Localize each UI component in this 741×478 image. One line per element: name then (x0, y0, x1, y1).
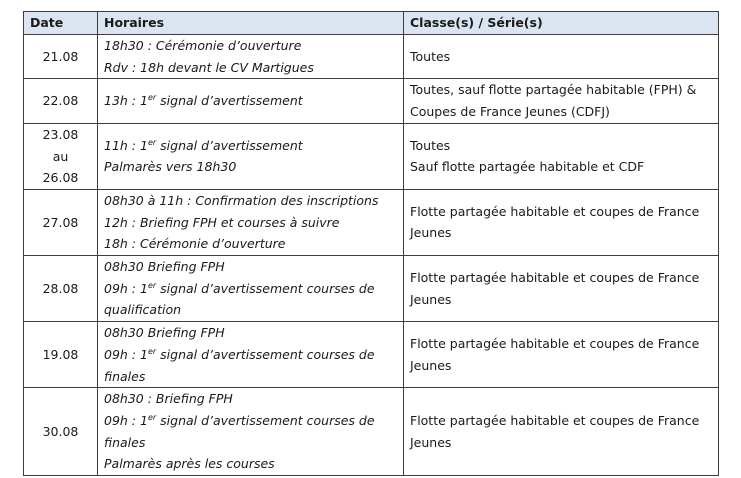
horaire-text: signal d’avertissement courses de (156, 280, 375, 296)
date-text: 27.08 (42, 214, 79, 230)
date-cell (24, 388, 98, 476)
horaire-line (104, 278, 397, 300)
date-text: 28.08 (42, 280, 79, 296)
table-row (24, 322, 719, 388)
header-classes: Classe(s) / Série(s) (404, 12, 719, 35)
horaires-cell (98, 35, 404, 79)
horaires-cell (98, 388, 404, 476)
ordinal-suffix: er (147, 93, 157, 103)
ordinal-suffix: er (147, 137, 157, 147)
horaire-line (104, 432, 397, 454)
horaire-text: finales (104, 368, 146, 384)
horaire-text: 13h : 1 (104, 93, 148, 109)
table-row (24, 123, 719, 189)
date-text: 30.08 (42, 423, 79, 439)
horaire-line (104, 135, 397, 157)
classes-text: Jeunes (410, 357, 452, 373)
date-text: 19.08 (42, 346, 79, 362)
horaire-line (104, 190, 397, 212)
horaire-text: 09h : 1 (104, 346, 148, 362)
horaire-line (104, 388, 397, 410)
table-row (24, 35, 719, 79)
horaire-text: Palmarès vers 18h30 (104, 159, 237, 175)
date-cell (24, 322, 98, 388)
date-cell (24, 123, 98, 189)
header-horaires: Horaires (98, 12, 404, 35)
horaire-text: signal d’avertissement (156, 93, 303, 109)
date-cell (24, 256, 98, 322)
horaire-text: 09h : 1 (104, 412, 148, 428)
classes-cell (404, 322, 719, 388)
ordinal-suffix: er (147, 280, 157, 290)
horaires-cell (98, 322, 404, 388)
horaire-text: signal d’avertissement courses de (156, 412, 375, 428)
classes-text: Jeunes (410, 291, 452, 307)
horaire-line (104, 299, 397, 321)
horaire-line (104, 366, 397, 388)
horaire-line (104, 212, 397, 234)
horaires-cell (98, 256, 404, 322)
horaire-line (104, 233, 397, 255)
horaire-line (104, 90, 397, 112)
classes-text: Jeunes (410, 225, 452, 241)
date-cell (24, 79, 98, 123)
classes-text: Sauf flotte partagée habitable et CDF (410, 159, 645, 175)
table-row (24, 256, 719, 322)
classes-text: Jeunes (410, 434, 452, 450)
ordinal-suffix: er (147, 346, 157, 356)
classes-cell (404, 35, 719, 79)
date-text: au (52, 148, 69, 164)
horaires-cell (98, 189, 404, 255)
horaire-text: 08h30 à 11h : Confirmation des inscriptions (104, 192, 379, 208)
horaire-line (104, 156, 397, 178)
classes-text: Toutes (410, 137, 451, 153)
horaire-text: signal d’avertissement (156, 137, 303, 153)
horaire-line (104, 453, 397, 475)
classes-cell (404, 189, 719, 255)
horaire-text: Palmarès après les courses (104, 456, 275, 472)
horaire-text: finales (104, 434, 146, 450)
horaire-line (104, 57, 397, 79)
horaire-text: qualification (104, 302, 182, 318)
horaire-line (104, 35, 397, 57)
classes-text: Toutes, sauf flotte partagée habitable (FPH) & (410, 82, 697, 98)
horaire-text: 11h : 1 (104, 137, 148, 153)
date-text: 21.08 (42, 48, 79, 64)
horaires-cell (98, 79, 404, 123)
classes-text: Flotte partagée habitable et coupes de France (410, 412, 700, 428)
horaire-text: 09h : 1 (104, 280, 148, 296)
table-row (24, 189, 719, 255)
date-text: 22.08 (42, 93, 79, 109)
horaire-line (104, 322, 397, 344)
table-row (24, 79, 719, 123)
horaire-text: 08h30 Briefing FPH (104, 259, 225, 275)
schedule-body (24, 35, 719, 476)
date-cell (24, 35, 98, 79)
date-cell (24, 189, 98, 255)
date-text: 26.08 (42, 170, 79, 186)
horaires-cell (98, 123, 404, 189)
classes-cell (404, 256, 719, 322)
classes-cell (404, 388, 719, 476)
date-text: 23.08 (42, 126, 79, 142)
horaire-text: 12h : Briefing FPH et courses à suivre (104, 214, 340, 230)
horaire-text: 18h : Cérémonie d’ouverture (104, 236, 286, 252)
horaire-line (104, 256, 397, 278)
horaire-text: 08h30 : Briefing FPH (104, 391, 233, 407)
classes-cell (404, 123, 719, 189)
horaire-text: Rdv : 18h devant le CV Martigues (104, 59, 314, 75)
classes-text: Coupes de France Jeunes (CDFJ) (410, 104, 610, 120)
horaire-line (104, 410, 397, 432)
header-date: Date (24, 12, 98, 35)
classes-text: Flotte partagée habitable et coupes de France (410, 269, 700, 285)
classes-text: Flotte partagée habitable et coupes de France (410, 203, 700, 219)
classes-cell (404, 79, 719, 123)
horaire-text: signal d’avertissement courses de (156, 346, 375, 362)
ordinal-suffix: er (147, 412, 157, 422)
horaire-line (104, 344, 397, 366)
horaire-text: 18h30 : Cérémonie d’ouverture (104, 38, 302, 53)
classes-text: Toutes (410, 48, 451, 64)
table-row (24, 388, 719, 476)
horaire-text: 08h30 Briefing FPH (104, 325, 225, 341)
header-row (24, 12, 719, 35)
schedule-table (23, 11, 719, 476)
classes-text: Flotte partagée habitable et coupes de France (410, 335, 700, 351)
